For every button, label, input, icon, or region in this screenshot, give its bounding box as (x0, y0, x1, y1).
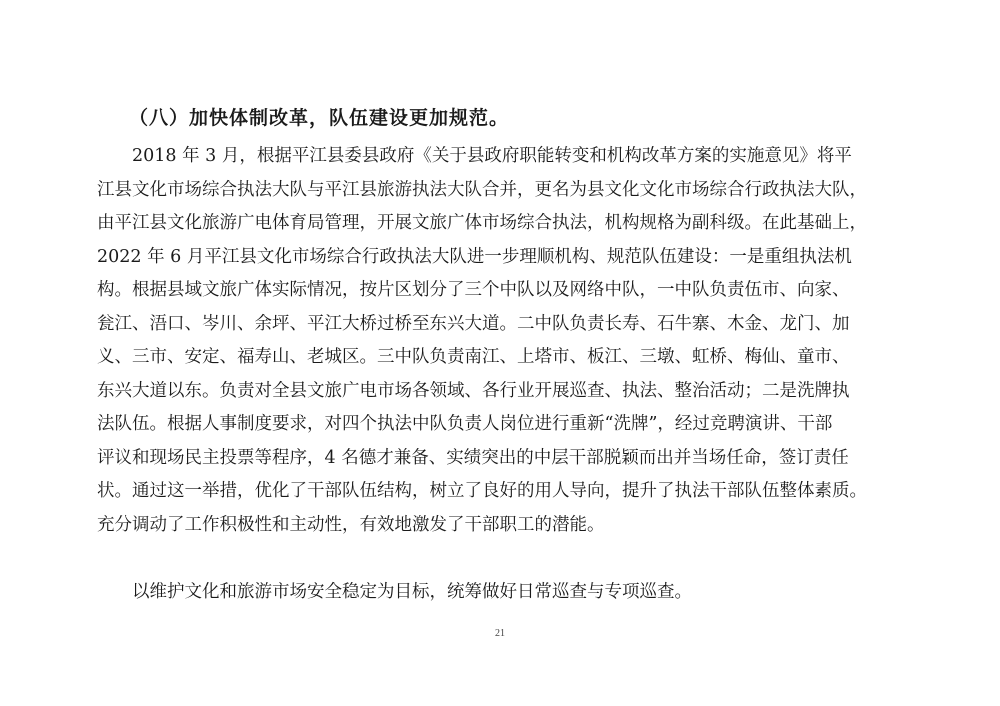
paragraph-line: 评议和现场民主投票等程序，4 名德才兼备、实绩突出的中层干部脱颖而出并当场任命，签订责任 (97, 447, 849, 468)
section-heading: （八）加快体制改革，队伍建设更加规范。 (129, 107, 510, 129)
paragraph-line: 构。根据县域文旅广体实际情况，按片区划分了三个中队以及网络中队，一中队负责伍市、向家、 (97, 280, 850, 300)
paragraph-line: 东兴大道以东。负责对全县文旅广电市场各领域、各行业开展巡查、执法、整治活动；二是洗牌执 (97, 380, 850, 401)
body-paragraph-2 (97, 576, 912, 610)
paragraph-line: 义、三市、安定、福寿山、老城区。三中队负责南江、上塔市、板江、三墩、虹桥、梅仙、童市、 (97, 347, 850, 367)
paragraph-line: 法队伍。根据人事制度要求，对四个执法中队负责人岗位进行重新“洗牌”，经过竞聘演讲、干部 (97, 414, 833, 434)
body-paragraph-1 (97, 140, 912, 542)
paragraph-line: 状。通过这一举措，优化了干部队伍结构，树立了良好的用人导向，提升了执法干部队伍整体素质。 (97, 481, 867, 501)
paragraph-line: 江县文化市场综合执法大队与平江县旅游执法大队合并，更名为县文化文化市场综合行政执法大队， (97, 179, 867, 200)
paragraph-line: 2022 年 6 月平江县文化市场综合行政执法大队进一步理顺机构、规范队伍建设：一是重组执法机 (97, 246, 852, 267)
paragraph-line: 以维护文化和旅游市场安全稳定为目标，统筹做好日常巡查与专项巡查。 (132, 582, 692, 602)
paragraph-line: 2018 年 3 月，根据平江县委县政府《关于县政府职能转变和机构改革方案的实施意见》将平 (132, 146, 852, 166)
paragraph-line: 由平江县文化旅游广电体育局管理，开展文旅广体市场综合执法，机构规格为副科级。在此基础上， (97, 213, 867, 233)
paragraph-line: 瓮江、浯口、岑川、余坪、平江大桥过桥至东兴大道。二中队负责长寿、石牛寨、木金、龙门、加 (97, 313, 850, 334)
paragraph-line: 充分调动了工作积极性和主动性，有效地激发了干部职工的潜能。 (97, 514, 605, 535)
page-number: 21 (495, 628, 505, 639)
